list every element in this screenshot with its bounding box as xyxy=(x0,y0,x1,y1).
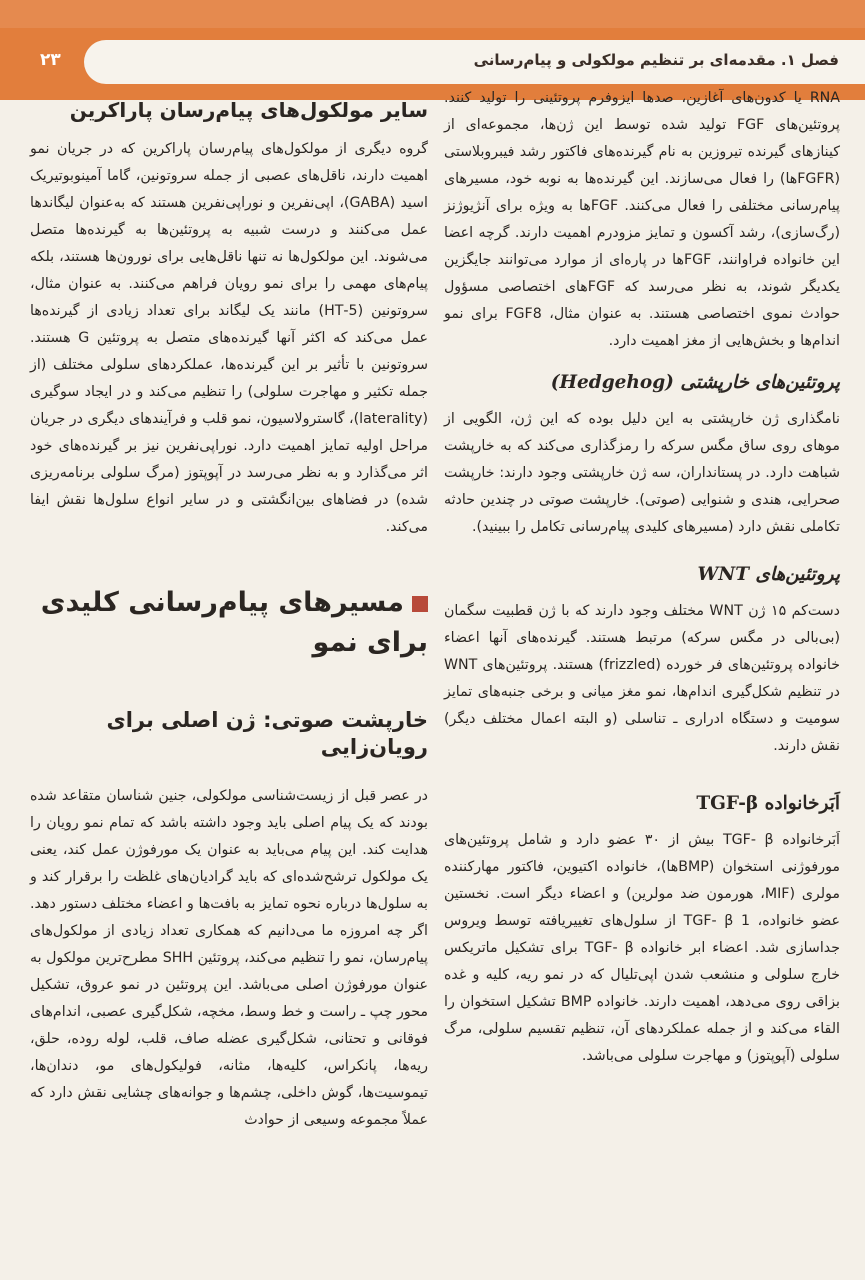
pathways-heading xyxy=(30,583,428,663)
left-column xyxy=(30,97,428,1134)
right-column xyxy=(444,85,840,1070)
fgf-paragraph: RNA یا کدون‌های آغازین، صدها ایزوفرم پروتئینی را تولید کنند. پروتئین‌های FGF تولید شده توسط این ژن‌ها، مجموعه‌ای از کینازهای گیرنده تیروزین به نام گیرنده‌های فاکتور رشد فیبروبلاستی (FGFRها) را فعال می‌سازند. این گیرنده‌ها به نوبه خود، مسیرهای پیام‌رسانی مختلفی را فعال می‌کنند. FGFها به ویژه برای آنژیوژنز (رگ‌سازی)، رشد آکسون و تمایز مزودرم اهمیت دارند. گرچه اعضا این خانواده فراوانند، FGFها در پاره‌ای از موارد می‌توانند جایگزین یکدیگر شوند، به نظر می‌رسد که FGFهای اختصاصی مسؤول حوادث نموی اختصاصی هستند. به عنوان مثال، FGF8 برای نمو اندام‌ها و بخش‌هایی از مغز اهمیت دارد. xyxy=(444,90,841,349)
sonic-hedgehog-paragraph: در عصر قبل از زیست‌شناسی مولکولی، جنین شناسان متقاعد شده بودند که یک پیام اصلی باید وجود داشته باشد که تمام نمو رویان را هدایت کند. این پیام می‌باید به عنوان یک مورفوژن عمل کند، یعنی یک مولکول ترشح‌شده‌ای که باید گرادیان‌های غلظت را برقرار کند و به سلول‌ها درباره نحوه تمایز به بافت‌ها و اعضاء مختلف دستور دهد. اگر چه امروزه ما می‌دانیم که همکاری تعداد زیادی از مولکول‌های پیام‌رسان، نمو را تنظیم می‌کند، پروتئین SHH مطرح‌ترین مولکول به عنوان مورفوژن اصلی می‌باشد. این پروتئین در نمو عروق، تشکیل محور چپ ـ راست و خط وسط، مخچه، شکل‌گیری عصبی، اندام‌های فوقانی و تحتانی، شکل‌گیری عضله صاف، قلب، لوله روده، حلق، ریه‌ها، پانکراس، کلیه‌ها، مثانه، فولیکول‌های مو، دندان‌ها، تیموسیت‌ها، گوش داخلی، چشم‌ها و جوانه‌های چشایی نقش دارد که عملاً مجموعه وسیعی از حوادث xyxy=(30,788,429,1128)
sonic-hedgehog-heading: خارپشت صوتی: ژن اصلی برای رویان‌زایی xyxy=(106,708,428,759)
hedgehog-paragraph: نامگذاری ژن خارپشتی به این دلیل بوده که این ژن، الگویی از موهای روی ساق مگس سرکه را رمزگذاری می‌کند که به خارپشت شباهت دارد. در پستانداران، سه ژن خارپشتی وجود دارند: خارپشت صحرایی، هندی و شنوایی (صوتی). خارپشت صوتی در چندین حادثه تکاملی نقش دارد (مسیرهای کلیدی پیام‌رسانی تکامل را ببینید). xyxy=(444,411,840,535)
chapter-title-bar xyxy=(84,40,865,84)
tgf-heading: اَبَرخانواده TGF-β xyxy=(696,793,840,814)
section-square-icon xyxy=(412,596,428,612)
hedgehog-heading: پروتئین‌های خارپشتی (Hedgehog) xyxy=(550,372,840,393)
wnt-paragraph: دست‌کم ۱۵ ژن WNT مختلف وجود دارند که با ژن قطبیت سگمان (بی‌بالی در مگس سرکه) مرتبط هستند. گیرنده‌های آنها اعضاء خانواده پروتئین‌های فر خورده (frizzled) هستند. پروتئین‌های WNT در تنظیم شکل‌گیری اندام‌ها، نمو مغز میانی و برخی جنبه‌های تمایز سومیت و دستگاه ادراری ـ تناسلی (و البته اعمال مختلف دیگر) نقش دارند. xyxy=(444,603,841,754)
wnt-heading: پروتئین‌های WNT xyxy=(697,564,840,585)
tgf-paragraph: اَبَرخانواده TGF- β بیش از ۳۰ عضو دارد و شامل پروتئین‌های مورفوژنی استخوان (BMPها)، خانواده اکتیوین، فاکتور مهارکننده مولری (MIF، هورمون ضد مولرین) و اعضاء دیگر است. نخستین عضو خانواده، TGF- β 1 از سلول‌های تغییریافته توسط ویروس جداسازی شد. اعضاء ابر خانواده TGF- β برای تشکیل ماتریکس خارج سلولی و منشعب شدن اپی‌تلیال که در نمو ریه، کلیه و غده بزاقی روی می‌دهد، اهمیت دارند. خانواده BMP تشکیل استخوان را القاء می‌کند و از جمله عملکردهای آن، تنظیم تقسیم سلولی، مرگ سلولی (آپوپتوز) و مهاجرت سلولی می‌باشد. xyxy=(444,832,841,1064)
page-number: ۲۳ xyxy=(40,50,61,70)
paracrine-paragraph: گروه دیگری از مولکول‌های پیام‌رسان پاراکرین که در جریان نمو اهمیت دارند، ناقل‌های عصبی از جمله سروتونین، گاما آمینوبوتیریک اسید (GABA)، اپی‌نفرین و نوراپی‌نفرین هستند که به‌عنوان لیگاندها عمل می‌کنند و درست شبیه به پروتئین‌ها به گیرنده‌ها متصل می‌شوند. این مولکول‌ها نه تنها ناقل‌هایی برای نورون‌ها هستند، بلکه پیام‌های مهمی را برای نمو رویان فراهم می‌کنند. به عنوان مثال، سروتونین (5-HT) مانند یک لیگاند برای تعداد زیادی از گیرنده‌ها عمل می‌کند که اکثر آنها گیرنده‌های متصل به پروتئین G هستند. سروتونین با تأثیر بر این گیرنده‌ها، عملکردهای سلولی مختلف (از جمله تکثیر و مهاجرت سلولی) را تنظیم می‌کند و در ایجاد سوگیری (laterality)، گاسترولاسیون، نمو قلب و فرآیندهای دیگری در جریان مراحل اولیه تمایز اهمیت دارد. نوراپی‌نفرین نیز بر گیرنده‌های خود اثر می‌گذارد و به نظر می‌رسد در آپوپتوز (مرگ سلولی برنامه‌ریزی شده) در فضاهای بین‌انگشتی و در سایر انواع سلول‌ها نقش ایفا می‌کند. xyxy=(30,141,428,535)
chapter-title: فصل ۱. مقدمه‌ای بر تنظیم مولکولی و پیام‌رسانی xyxy=(473,51,839,69)
pathways-heading-text: مسیرهای پیام‌رسانی کلیدی برای نمو xyxy=(40,587,428,658)
top-color-band xyxy=(0,0,865,28)
paracrine-heading: سایر مولکول‌های پیام‌رسان پاراکرین xyxy=(69,98,428,122)
